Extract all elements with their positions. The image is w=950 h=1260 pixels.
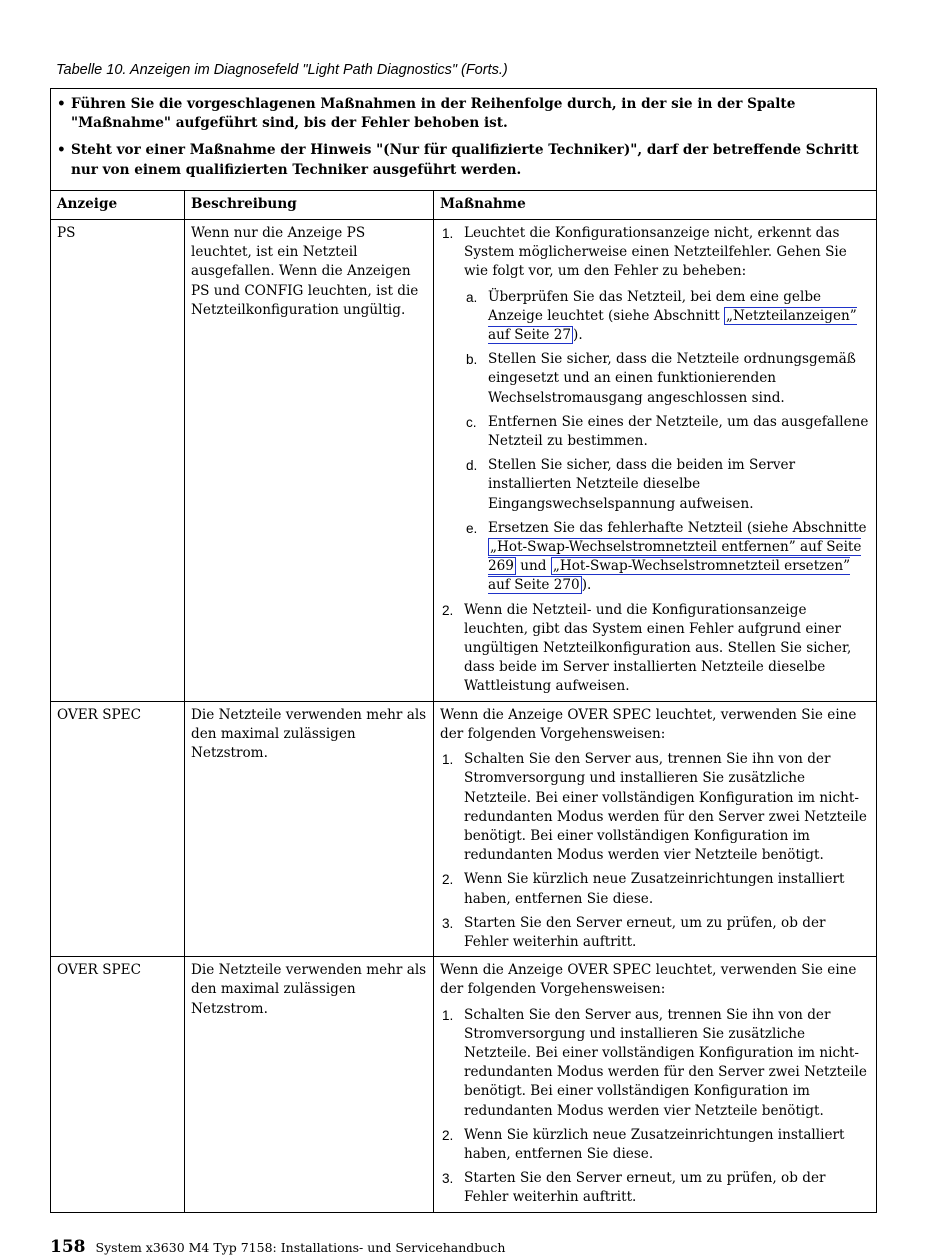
action-step	[440, 914, 870, 952]
action-step	[440, 870, 870, 908]
cell-anzeige: OVER SPEC	[51, 701, 185, 956]
note-item	[57, 141, 868, 179]
table-row	[51, 957, 877, 1212]
substep	[464, 456, 870, 514]
step-text: Starten Sie den Server erneut, um zu prüfen, ob der Fehler weiterhin auftritt.	[464, 914, 826, 950]
notes-row	[51, 89, 877, 191]
step-text: Wenn die Netzteil- und die Konfigurationsanzeige leuchten, gibt das System einen Fehler aufgrund einer ungültigen Netzteilkonfiguration aus. Stellen Sie sicher, dass beide im Server installierten Netzteile dieselbe Wattleistung aufweisen.	[464, 601, 852, 695]
substep-text-mid: und	[515, 558, 551, 575]
cell-beschreibung: Wenn nur die Anzeige PS leuchtet, ist ein Netzteil ausgefallen. Wenn die Anzeigen PS und CONFIG leuchten, ist die Netzteilkonfiguration ungültig.	[185, 220, 434, 702]
substep	[464, 288, 870, 346]
header-row	[51, 190, 877, 219]
step-number: 1.	[442, 226, 454, 242]
substep-label: b.	[466, 352, 478, 368]
note-item	[57, 95, 868, 133]
action-intro: Wenn die Anzeige OVER SPEC leuchtet, verwenden Sie eine der folgenden Vorgehensweisen:	[440, 706, 857, 742]
step-text: Wenn Sie kürzlich neue Zusatzeinrichtungen installiert haben, entfernen Sie diese.	[464, 871, 845, 907]
substep-text-end: ).	[573, 327, 583, 344]
table-caption: Tabelle 10. Anzeigen im Diagnosefeld "Light Path Diagnostics" (Forts.)	[56, 62, 508, 78]
action-list	[440, 1006, 870, 1208]
step-text: Leuchtet die Konfigurationsanzeige nicht, erkennt das System möglicherweise einen Netzteilfehler. Gehen Sie wie folgt vor, um den Fehler zu beheben:	[464, 225, 847, 280]
substep	[464, 350, 870, 408]
cross-reference-link[interactable]: „Netzteilanzeigen” auf Seite 27	[488, 307, 857, 344]
step-number: 1.	[442, 752, 454, 768]
step-number: 2.	[442, 872, 454, 888]
action-step	[440, 1006, 870, 1121]
step-number: 3.	[442, 915, 454, 931]
substep-text: Stellen Sie sicher, dass die Netzteile ordnungsgemäß eingesetzt und an einen funktionierenden Wechselstromausgang angeschlossen sind.	[488, 351, 856, 406]
cell-massnahme	[434, 701, 877, 956]
cell-anzeige: PS	[51, 220, 185, 702]
column-header-anzeige: Anzeige	[51, 190, 185, 219]
action-step	[440, 224, 870, 596]
substep-label: c.	[466, 414, 477, 430]
page-footer	[50, 1237, 505, 1257]
step-text: Schalten Sie den Server aus, trennen Sie ihn von der Stromversorgung und installieren Sie zusätzliche Netzteile. Bei einer vollständigen Konfiguration im nicht-redundanten Modus werden für den Server zwei Netzteile benötigt. Bei einer vollständigen Konfiguration im redundanten Modus werden vier Netzteile benötigt.	[464, 751, 867, 864]
action-step	[440, 1126, 870, 1164]
substep-list	[464, 288, 870, 596]
table-row	[51, 701, 877, 956]
action-list	[440, 750, 870, 952]
substep-text-end: ).	[581, 577, 592, 594]
diagnostics-table	[50, 88, 877, 1213]
column-header-massnahme: Maßnahme	[434, 190, 877, 219]
footer-title: System x3630 M4 Typ 7158: Installations- und Servicehandbuch	[95, 1240, 506, 1255]
cross-reference-link[interactable]: „Hot-Swap-Wechselstromnetzteil entfernen” auf Seite 269	[488, 539, 862, 575]
column-header-beschreibung: Beschreibung	[185, 190, 434, 219]
step-number: 2.	[442, 602, 454, 618]
substep-label: d.	[466, 458, 478, 474]
step-text: Wenn Sie kürzlich neue Zusatzeinrichtungen installiert haben, entfernen Sie diese.	[464, 1126, 845, 1162]
step-text: Starten Sie den Server erneut, um zu prüfen, ob der Fehler weiterhin auftritt.	[464, 1170, 826, 1206]
cell-massnahme	[434, 957, 877, 1212]
step-number: 2.	[442, 1127, 454, 1143]
cell-anzeige: OVER SPEC	[51, 957, 185, 1212]
notes-cell	[51, 89, 877, 191]
substep-text: Stellen Sie sicher, dass die beiden im Server installierten Netzteile dieselbe Eingangswechselspannung aufweisen.	[488, 457, 796, 512]
substep-text: Entfernen Sie eines der Netzteile, um das ausgefallene Netzteil zu bestimmen.	[488, 413, 869, 450]
cell-beschreibung: Die Netzteile verwenden mehr als den maximal zulässigen Netzstrom.	[185, 957, 434, 1212]
action-step	[440, 1169, 870, 1207]
action-intro: Wenn die Anzeige OVER SPEC leuchtet, verwenden Sie eine der folgenden Vorgehensweisen:	[440, 962, 857, 998]
action-step	[440, 601, 870, 697]
cell-beschreibung: Die Netzteile verwenden mehr als den maximal zulässigen Netzstrom.	[185, 701, 434, 956]
substep-text: Ersetzen Sie das fehlerhafte Netzteil (siehe Abschnitte	[488, 519, 867, 536]
step-number: 3.	[442, 1171, 454, 1187]
note-text: Steht vor einer Maßnahme der Hinweis "(Nur für qualifizierte Techniker)", darf der betreffende Schritt nur von einem qualifizierten Techniker ausgeführt werden.	[71, 142, 859, 178]
step-text: Schalten Sie den Server aus, trennen Sie ihn von der Stromversorgung und installieren Sie zusätzliche Netzteile. Bei einer vollständigen Konfiguration im nicht-redundanten Modus werden für den Server zwei Netzteile benötigt. Bei einer vollständigen Konfiguration im redundanten Modus werden vier Netzteile benötigt.	[464, 1006, 867, 1119]
step-number: 1.	[442, 1007, 454, 1023]
bullet: •	[57, 96, 66, 112]
substep-label: a.	[466, 289, 478, 305]
substep	[464, 413, 870, 451]
cross-reference-link[interactable]: „Hot-Swap-Wechselstromnetzteil ersetzen” auf Seite 270	[488, 558, 851, 594]
cell-massnahme	[434, 220, 877, 702]
table-row	[51, 220, 877, 702]
action-step	[440, 750, 870, 865]
substep-label: e.	[466, 520, 478, 536]
note-text: Führen Sie die vorgeschlagenen Maßnahmen in der Reihenfolge durch, in der sie in der Spalte "Maßnahme" aufgeführt sind, bis der Fehler behoben ist.	[71, 96, 796, 132]
action-list	[440, 224, 870, 697]
bullet: •	[57, 142, 66, 159]
substep-text: Überprüfen Sie das Netzteil, bei dem eine gelbe Anzeige leuchtet (siehe Abschnitt	[488, 288, 822, 324]
substep	[464, 519, 870, 596]
page-number: 158	[50, 1237, 86, 1257]
